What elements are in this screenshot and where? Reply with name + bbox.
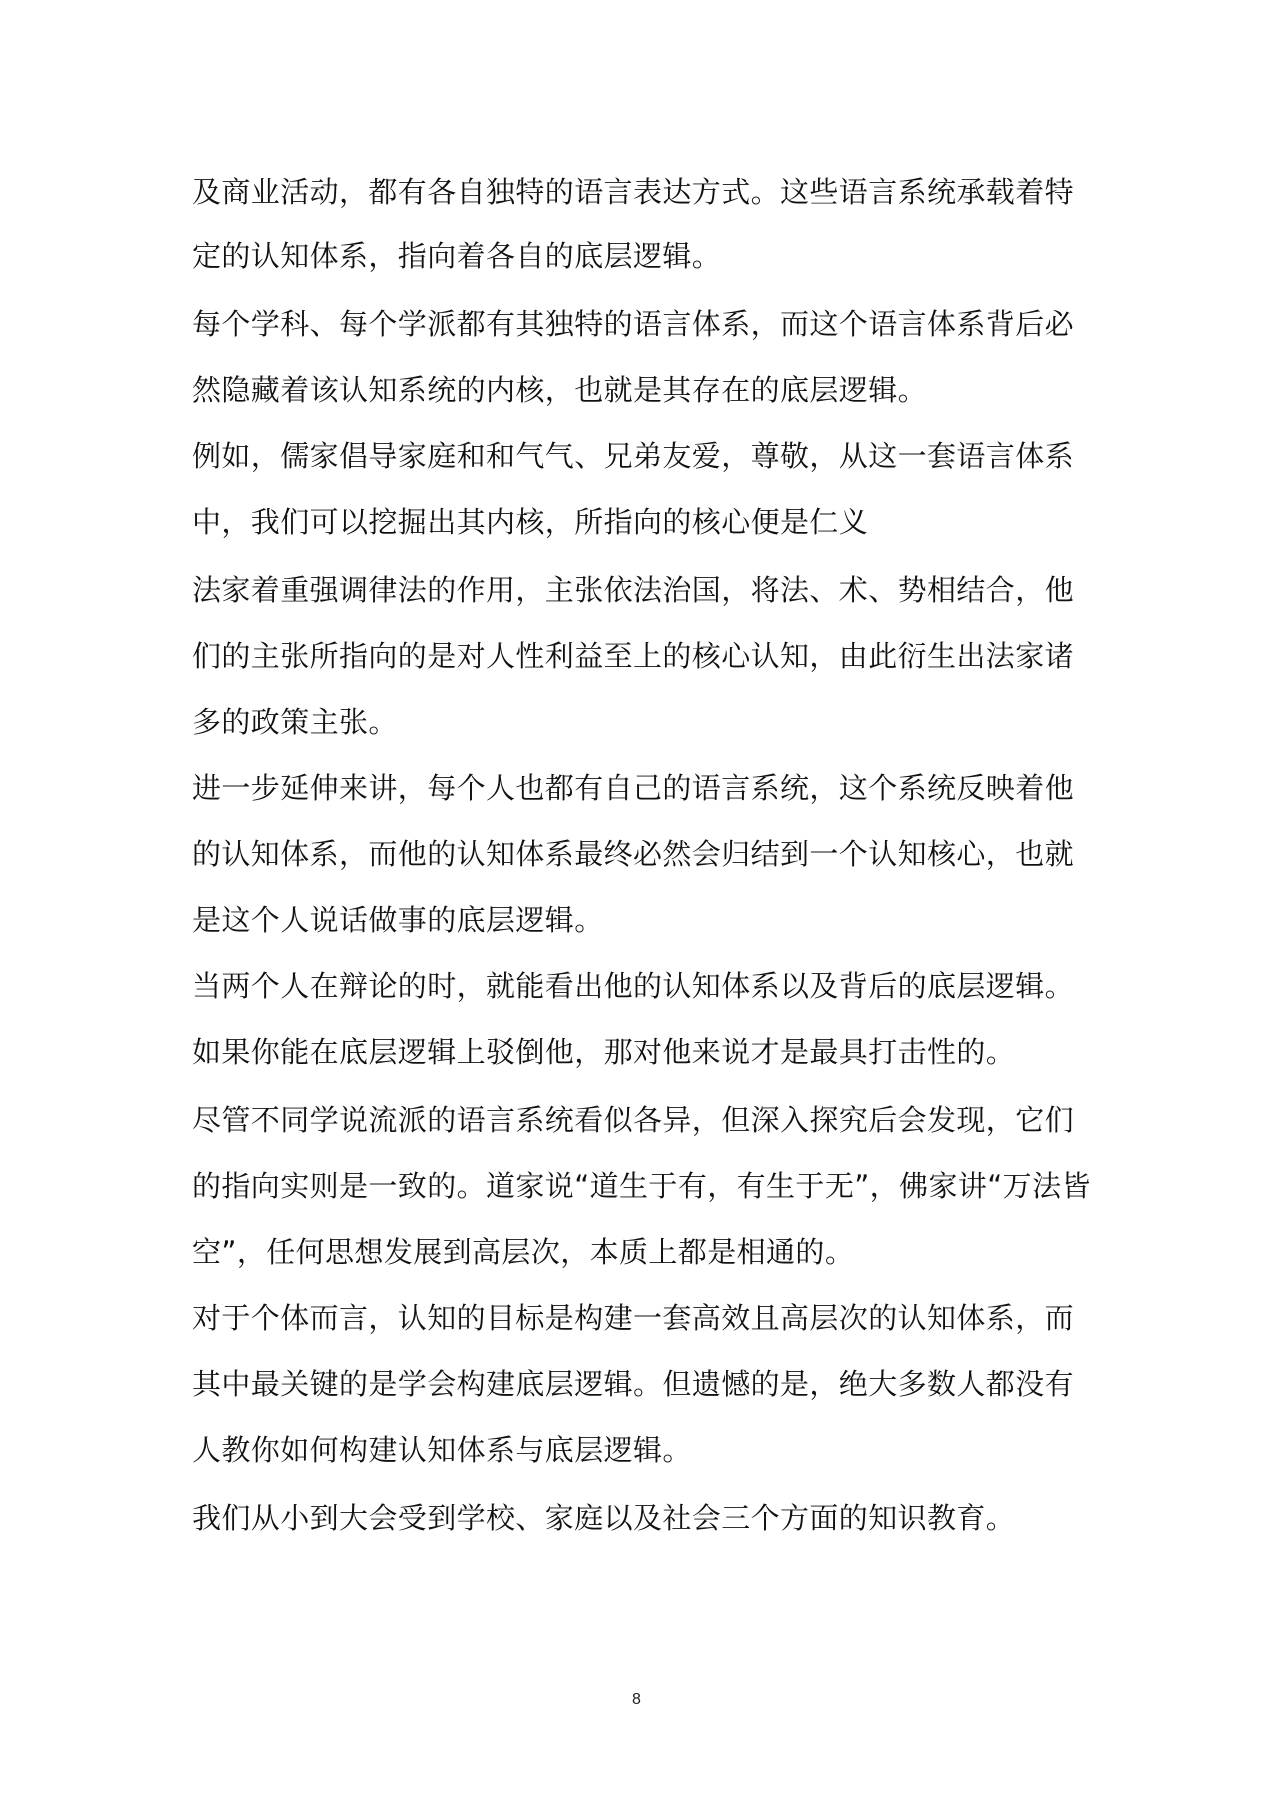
text-line: 们的主张所指向的是对人性利益至上的核心认知，由此衍生出法家诸 (192, 639, 1075, 673)
text-line: 进一步延伸来讲，每个人也都有自己的语言系统，这个系统反映着他 (192, 771, 1075, 805)
text-line: 的指向实则是一致的。道家说“道生于有，有生于无”，佛家讲“万法皆 (192, 1169, 1091, 1203)
text-line: 然隐藏着该认知系统的内核，也就是其存在的底层逻辑。 (192, 373, 928, 407)
text-line: 每个学科、每个学派都有其独特的语言体系，而这个语言体系背后必 (192, 307, 1075, 341)
text-line: 例如，儒家倡导家庭和和气气、兄弟友爱，尊敬，从这一套语言体系 (192, 439, 1075, 473)
text-line: 及商业活动，都有各自独特的语言表达方式。这些语言系统承载着特 (192, 175, 1075, 209)
text-line: 空”，任何思想发展到高层次，本质上都是相通的。 (192, 1235, 855, 1269)
text-line: 中，我们可以挖掘出其内核，所指向的核心便是仁义 (192, 505, 869, 539)
text-line: 我们从小到大会受到学校、家庭以及社会三个方面的知识教育。 (192, 1501, 1016, 1535)
text-line: 的认知体系，而他的认知体系最终必然会归结到一个认知核心，也就 (192, 837, 1075, 871)
text-line: 人教你如何构建认知体系与底层逻辑。 (192, 1433, 692, 1467)
text-line: 其中最关键的是学会构建底层逻辑。但遗憾的是，绝大多数人都没有 (192, 1367, 1075, 1401)
text-line: 尽管不同学说流派的语言系统看似各异，但深入探究后会发现，它们 (192, 1103, 1075, 1137)
text-line: 多的政策主张。 (192, 705, 398, 739)
text-line: 当两个人在辩论的时，就能看出他的认知体系以及背后的底层逻辑。 (192, 969, 1075, 1003)
text-line: 如果你能在底层逻辑上驳倒他，那对他来说才是最具打击性的。 (192, 1035, 1016, 1069)
text-line: 是这个人说话做事的底层逻辑。 (192, 903, 604, 937)
text-line: 定的认知体系，指向着各自的底层逻辑。 (192, 239, 722, 273)
text-line: 对于个体而言，认知的目标是构建一套高效且高层次的认知体系，而 (192, 1301, 1075, 1335)
text-line: 法家着重强调律法的作用，主张依法治国，将法、术、势相结合，他 (192, 573, 1075, 607)
page-number: 8 (632, 1691, 641, 1708)
